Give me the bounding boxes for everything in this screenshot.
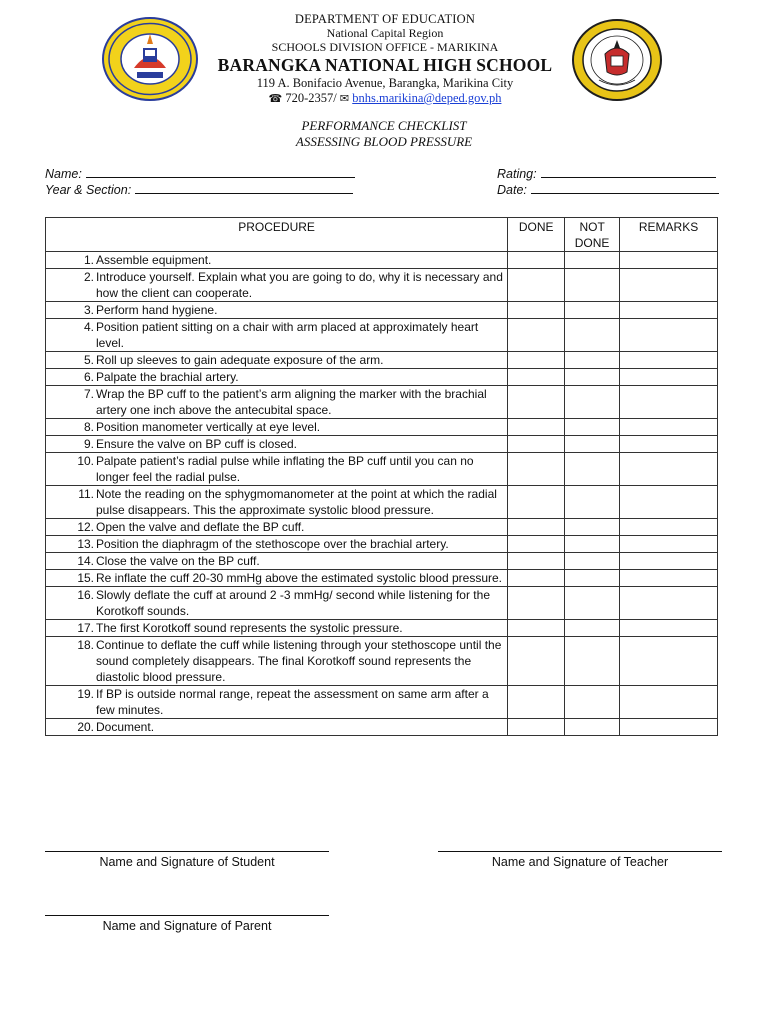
step-text: If BP is outside normal range, repeat the assessment on same arm after a few minutes.	[96, 687, 489, 717]
not-done-cell[interactable]	[565, 519, 620, 536]
not-done-cell[interactable]	[565, 453, 620, 486]
not-done-cell[interactable]	[565, 419, 620, 436]
not-done-cell[interactable]	[565, 486, 620, 519]
step-number: 2.	[83, 270, 94, 284]
parent-signature-line[interactable]	[45, 915, 329, 916]
remarks-cell[interactable]	[620, 620, 718, 637]
table-row	[46, 519, 718, 536]
phone-number: 720-2357/	[285, 91, 337, 105]
table-row	[46, 553, 718, 570]
contact-line	[200, 91, 570, 106]
remarks-cell[interactable]	[620, 319, 718, 352]
table-row	[46, 319, 718, 352]
not-done-cell[interactable]	[565, 319, 620, 352]
not-done-cell[interactable]	[565, 369, 620, 386]
step-text: Slowly deflate the cuff at around 2 -3 mmHg/ second while listening for the Korotkoff sounds.	[96, 588, 490, 618]
step-text: Palpate patient’s radial pulse while inflating the BP cuff until you can no longer feel the radial pulse.	[96, 454, 474, 484]
done-cell[interactable]	[508, 553, 565, 570]
step-text: Close the valve on the BP cuff.	[96, 554, 260, 568]
done-cell[interactable]	[508, 519, 565, 536]
table-row	[46, 686, 718, 719]
procedure-cell	[46, 419, 508, 436]
done-cell[interactable]	[508, 686, 565, 719]
title-line-1: PERFORMANCE CHECKLIST	[301, 118, 467, 133]
step-text: Roll up sleeves to gain adequate exposure of the arm.	[96, 353, 384, 367]
checklist-body	[46, 252, 718, 736]
done-cell[interactable]	[508, 453, 565, 486]
not-done-cell[interactable]	[565, 252, 620, 269]
step-number: 16.	[77, 588, 94, 602]
step-number: 7.	[83, 387, 94, 401]
not-done-cell[interactable]	[565, 686, 620, 719]
date-blank-line[interactable]	[531, 183, 719, 194]
step-number: 3.	[83, 303, 94, 317]
date-label: Date:	[497, 183, 527, 197]
step-number: 5.	[83, 353, 94, 367]
done-header: DONE	[508, 218, 565, 252]
student-signature-label: Name and Signature of Student	[99, 855, 275, 869]
step-number: 17.	[77, 621, 94, 635]
procedure-cell	[46, 637, 508, 686]
step-text: Note the reading on the sphygmomanometer at the point at which the radial pulse disappears. This the approximate systolic blood pressure.	[96, 487, 497, 517]
table-row	[46, 719, 718, 736]
not-done-cell[interactable]	[565, 620, 620, 637]
table-row	[46, 386, 718, 419]
step-number: 9.	[83, 437, 94, 451]
table-row	[46, 486, 718, 519]
done-cell[interactable]	[508, 352, 565, 369]
remarks-cell[interactable]	[620, 536, 718, 553]
department-name: DEPARTMENT OF EDUCATION	[294, 12, 476, 26]
procedure-cell	[46, 269, 508, 302]
title-line-2: ASSESSING BLOOD PRESSURE	[295, 134, 473, 149]
procedure-cell	[46, 519, 508, 536]
year-section-field[interactable]	[45, 183, 353, 197]
remarks-cell[interactable]	[620, 686, 718, 719]
not-done-header: NOT DONE	[565, 218, 620, 252]
procedure-cell	[46, 553, 508, 570]
not-done-cell[interactable]	[565, 637, 620, 686]
procedure-header: PROCEDURE	[46, 218, 508, 252]
step-number: 13.	[77, 537, 94, 551]
step-text: Re inflate the cuff 20-30 mmHg above the estimated systolic blood pressure.	[96, 571, 502, 585]
done-cell[interactable]	[508, 570, 565, 587]
table-row	[46, 587, 718, 620]
procedure-cell	[46, 453, 508, 486]
table-row	[46, 369, 718, 386]
remarks-cell[interactable]	[620, 719, 718, 736]
step-text: Perform hand hygiene.	[96, 303, 218, 317]
table-row	[46, 252, 718, 269]
step-number: 15.	[77, 571, 94, 585]
step-text: Assemble equipment.	[96, 253, 212, 267]
remarks-header: REMARKS	[620, 218, 718, 252]
region-name: National Capital Region	[326, 26, 444, 40]
done-cell[interactable]	[508, 302, 565, 319]
step-text: Open the valve and deflate the BP cuff.	[96, 520, 305, 534]
step-text: Position the diaphragm of the stethoscope over the brachial artery.	[96, 537, 449, 551]
remarks-cell[interactable]	[620, 252, 718, 269]
teacher-signature-line[interactable]	[438, 851, 722, 852]
done-cell[interactable]	[508, 620, 565, 637]
not-done-cell[interactable]	[565, 302, 620, 319]
date-field[interactable]	[497, 183, 719, 197]
done-cell[interactable]	[508, 436, 565, 453]
not-done-cell[interactable]	[565, 269, 620, 302]
document-title	[0, 118, 768, 150]
not-done-cell[interactable]	[565, 587, 620, 620]
teacher-signature-block	[438, 851, 722, 869]
remarks-cell[interactable]	[620, 570, 718, 587]
envelope-icon: ✉	[339, 92, 350, 105]
step-text: Position patient sitting on a chair with arm placed at approximately heart level.	[96, 320, 479, 350]
division-office-name: SCHOOLS DIVISION OFFICE - MARIKINA	[271, 40, 499, 54]
step-text: Ensure the valve on BP cuff is closed.	[96, 437, 298, 451]
rating-field[interactable]	[497, 167, 716, 181]
telephone-icon: ☎	[268, 92, 283, 105]
not-done-cell[interactable]	[565, 436, 620, 453]
remarks-cell[interactable]	[620, 269, 718, 302]
parent-signature-block	[45, 915, 329, 933]
step-number: 12.	[77, 520, 94, 534]
teacher-signature-label: Name and Signature of Teacher	[491, 855, 669, 869]
table-header-row	[46, 218, 718, 252]
step-number: 1.	[83, 253, 94, 267]
parent-signature-label: Name and Signature of Parent	[102, 919, 272, 933]
table-row	[46, 536, 718, 553]
done-cell[interactable]	[508, 269, 565, 302]
school-name: BARANGKA NATIONAL HIGH SCHOOL	[217, 55, 553, 75]
email-link[interactable]: bnhs.marikina@deped.gov.ph	[352, 91, 502, 105]
step-text: Position manometer vertically at eye level.	[96, 420, 321, 434]
division-seal-logo	[571, 18, 663, 102]
done-cell[interactable]	[508, 637, 565, 686]
name-field[interactable]	[45, 167, 355, 181]
step-number: 20.	[77, 720, 94, 734]
table-row	[46, 352, 718, 369]
rating-label: Rating:	[497, 167, 537, 181]
table-row	[46, 620, 718, 637]
not-done-cell[interactable]	[565, 553, 620, 570]
remarks-cell[interactable]	[620, 637, 718, 686]
year-section-blank-line[interactable]	[135, 183, 353, 194]
step-text: Introduce yourself. Explain what you are going to do, why it is necessary and how the client can cooperate.	[96, 270, 503, 300]
procedure-cell	[46, 486, 508, 519]
procedure-cell	[46, 536, 508, 553]
step-text: The first Korotkoff sound represents the systolic pressure.	[96, 621, 403, 635]
school-seal-logo	[101, 16, 199, 102]
procedure-cell	[46, 570, 508, 587]
step-text: Palpate the brachial artery.	[96, 370, 239, 384]
not-done-cell[interactable]	[565, 386, 620, 419]
remarks-cell[interactable]	[620, 302, 718, 319]
done-cell[interactable]	[508, 252, 565, 269]
student-signature-line[interactable]	[45, 851, 329, 852]
remarks-cell[interactable]	[620, 352, 718, 369]
done-cell[interactable]	[508, 587, 565, 620]
step-number: 19.	[77, 687, 94, 701]
step-number: 6.	[83, 370, 94, 384]
remarks-cell[interactable]	[620, 553, 718, 570]
step-number: 8.	[83, 420, 94, 434]
procedure-cell	[46, 352, 508, 369]
procedure-checklist-table	[45, 217, 718, 736]
procedure-cell	[46, 436, 508, 453]
name-label: Name:	[45, 167, 82, 181]
procedure-cell	[46, 252, 508, 269]
done-cell[interactable]	[508, 719, 565, 736]
step-number: 11.	[78, 487, 94, 501]
done-cell[interactable]	[508, 319, 565, 352]
table-row	[46, 269, 718, 302]
table-row	[46, 453, 718, 486]
table-row	[46, 436, 718, 453]
step-number: 4.	[83, 320, 94, 334]
procedure-cell	[46, 302, 508, 319]
procedure-cell	[46, 620, 508, 637]
remarks-cell[interactable]	[620, 419, 718, 436]
procedure-cell	[46, 587, 508, 620]
done-cell[interactable]	[508, 536, 565, 553]
year-section-label: Year & Section:	[45, 183, 132, 197]
step-number: 10.	[77, 454, 94, 468]
step-number: 18.	[77, 638, 94, 652]
remarks-cell[interactable]	[620, 436, 718, 453]
done-cell[interactable]	[508, 369, 565, 386]
remarks-cell[interactable]	[620, 486, 718, 519]
school-address: 119 A. Bonifacio Avenue, Barangka, Marikina City	[256, 76, 514, 90]
student-signature-block	[45, 851, 329, 869]
not-done-cell[interactable]	[565, 352, 620, 369]
done-cell[interactable]	[508, 419, 565, 436]
done-cell[interactable]	[508, 386, 565, 419]
not-done-cell[interactable]	[565, 719, 620, 736]
step-text: Wrap the BP cuff to the patient’s arm aligning the marker with the brachial artery one inch above the antecubital space.	[96, 387, 487, 417]
procedure-cell	[46, 719, 508, 736]
remarks-cell[interactable]	[620, 369, 718, 386]
done-cell[interactable]	[508, 486, 565, 519]
step-number: 14.	[77, 554, 94, 568]
remarks-cell[interactable]	[620, 587, 718, 620]
letterhead	[0, 0, 768, 110]
procedure-cell	[46, 686, 508, 719]
table-row	[46, 302, 718, 319]
not-done-cell[interactable]	[565, 536, 620, 553]
remarks-cell[interactable]	[620, 453, 718, 486]
rating-blank-line[interactable]	[541, 167, 716, 178]
procedure-cell	[46, 386, 508, 419]
not-done-cell[interactable]	[565, 570, 620, 587]
table-row	[46, 637, 718, 686]
name-blank-line[interactable]	[86, 167, 355, 178]
step-text: Document.	[96, 720, 155, 734]
step-text: Continue to deflate the cuff while listening through your stethoscope until the sound completely disappears. The final Korotkoff sound represents the diastolic blood pressure.	[96, 638, 502, 684]
procedure-cell	[46, 369, 508, 386]
remarks-cell[interactable]	[620, 386, 718, 419]
table-row	[46, 419, 718, 436]
table-row	[46, 570, 718, 587]
remarks-cell[interactable]	[620, 519, 718, 536]
procedure-cell	[46, 319, 508, 352]
